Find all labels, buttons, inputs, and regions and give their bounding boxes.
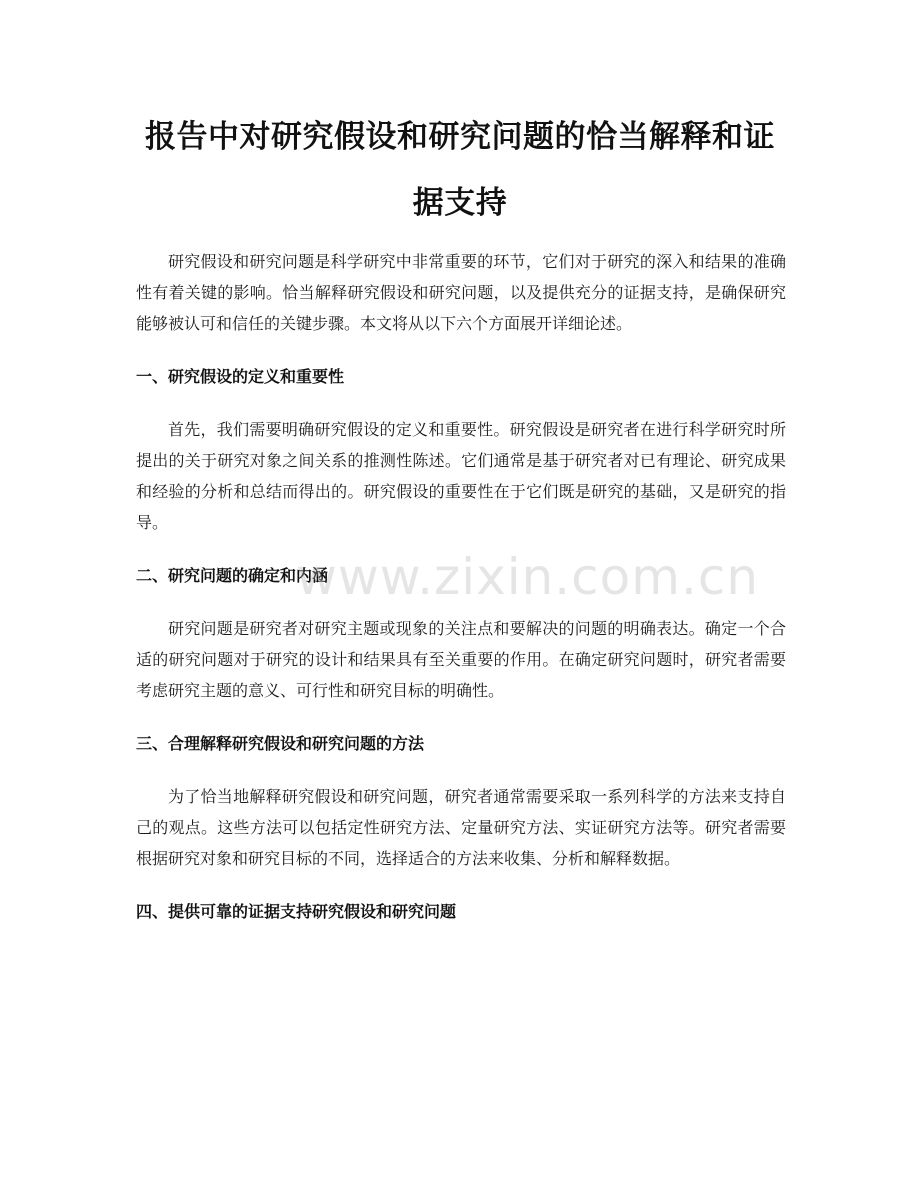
document-title: 报告中对研究假设和研究问题的恰当解释和证据支持	[145, 119, 775, 221]
section-heading-3: 三、合理解释研究假设和研究问题的方法	[136, 734, 425, 753]
section-body-2: 研究问题是研究者对研究主题或现象的关注点和要解决的问题的明确表达。确定一个合适的研究问题对于研究的设计和结果具有至关重要的作用。在确定研究问题时，研究者需要考虑研究主题的意义、可行性和研究目标的明确性。	[136, 619, 786, 700]
section-heading-2: 二、研究问题的确定和内涵	[136, 566, 329, 585]
watermark-text: www.zixin.com.cn	[296, 548, 760, 606]
section-heading-1: 一、研究假设的定义和重要性	[136, 367, 345, 386]
section-body-1: 首先，我们需要明确研究假设的定义和重要性。研究假设是研究者在进行科学研究时所提出的关于研究对象之间关系的推测性陈述。它们通常是基于研究者对已有理论、研究成果和经验的分析和总结而得出的。研究假设的重要性在于它们既是研究的基础，又是研究的指导。	[136, 420, 786, 532]
section-heading-4: 四、提供可靠的证据支持研究假设和研究问题	[136, 902, 457, 921]
document-body	[136, 246, 786, 927]
section-body-3: 为了恰当地解释研究假设和研究问题，研究者通常需要采取一系列科学的方法来支持自己的观点。这些方法可以包括定性研究方法、定量研究方法、实证研究方法等。研究者需要根据研究对象和研究目标的不同，选择适合的方法来收集、分析和解释数据。	[136, 787, 786, 868]
intro-paragraph: 研究假设和研究问题是科学研究中非常重要的环节，它们对于研究的深入和结果的准确性有着关键的影响。恰当解释研究假设和研究问题，以及提供充分的证据支持，是确保研究能够被认可和信任的关键步骤。本文将从以下六个方面展开详细论述。	[136, 252, 786, 333]
